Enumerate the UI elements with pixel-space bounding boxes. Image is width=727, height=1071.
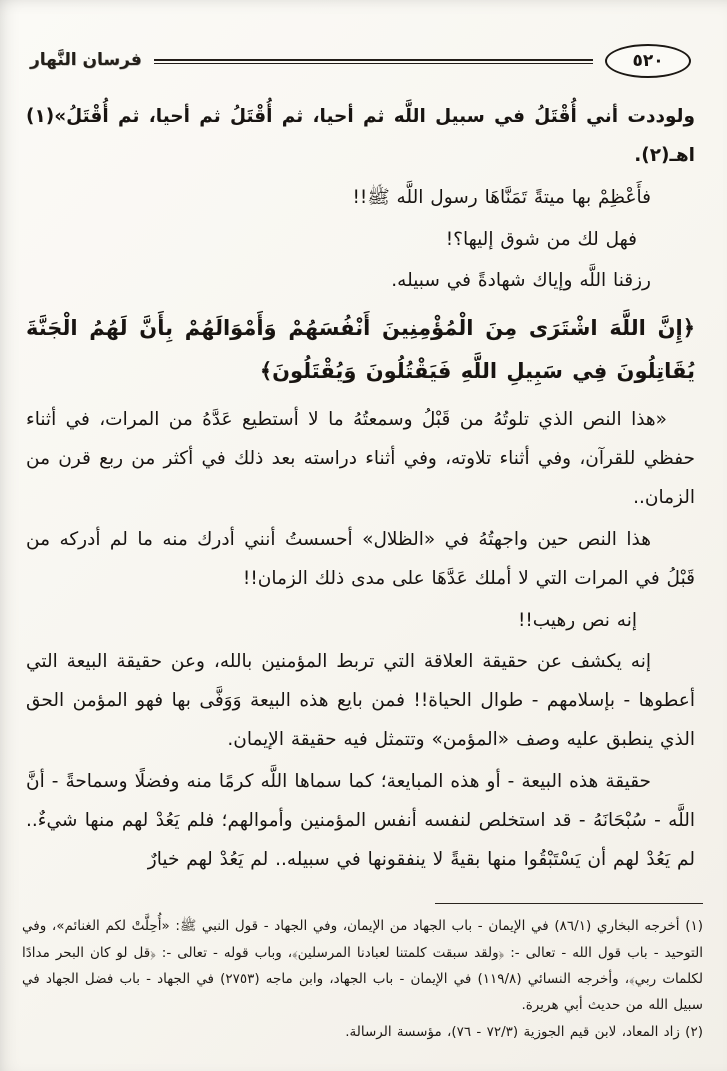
quran-verse: ﴿إِنَّ اللَّهَ اشْتَرَى مِنَ الْمُؤْمِنِينَ أَنْفُسَهُمْ وَأَمْوَالَهُمْ بِأَنَّ لَهُمُ الْجَنَّةَ يُقَاتِلُونَ فِي سَبِيلِ اللَّهِ فَيَقْتُلُونَ وَيُقْتَلُونَ﴾ — [26, 316, 695, 384]
comment-line-3: رزقنا اللَّه وإياك شهادةً في سبيله. — [391, 270, 651, 292]
commentary-paragraph-4: حقيقة هذه البيعة - أو هذه المبايعة؛ كما سماها اللَّه كرمًا منه وفضلًا وسماحةً - أنَّ اللَّه - سُبْحَانَهُ - قد استخلص لنفسه أنفس المؤمنين وأموالهم؛ فلم يَعُدْ لهم منها شيءٌ.. لم يَعُدْ لهم أن يَسْتَبْقُوا منها بقيةً لا ينفقونها في سبيله.. لم يَعُدْ لهم خيارٌ — [26, 770, 695, 870]
page-body — [20, 98, 703, 879]
page-header — [20, 44, 703, 78]
commentary-paragraph-2: هذا النص حين واجهتُهُ في «الظلال» أحسستُ أنني أدرك منه ما لم أدركه من قَبْلُ في المرات التي لا أملك عَدَّهَا على مدى ذلك الزمان!! — [26, 528, 695, 589]
commentary-paragraph-3: إنه يكشف عن حقيقة العلاقة التي تربط المؤمنين بالله، وعن حقيقة البيعة التي أعطوها - بإسلامهم - طوال الحياة!! فمن بايع هذه البيعة وَوَفَّى بها فهو المؤمن الحق الذي ينطبق عليه وصف «المؤمن» وتتمثل فيه حقيقة الإيمان. — [26, 651, 695, 751]
page-number: ٥٢٠ — [632, 51, 664, 71]
footnote-divider-rule — [435, 903, 703, 904]
book-title: فرسان النَّهار — [30, 50, 142, 70]
comment-line-1: فأَعْظِمْ بها ميتةً تَمَنَّاهَا رسول اللَّه ﷺ!! — [352, 186, 651, 208]
hadith-quote-end: ولوددت أني أُقْتَلُ في سبيل اللَّه ثم أحيا، ثم أُقْتَلُ ثم أحيا، ثم أُقْتَلُ»(١) اهـ(٢). — [26, 106, 695, 166]
footnote-1: (١) أخرجه البخاري (٨٦/١) في الإيمان - باب الجهاد من الإيمان، وفي الجهاد - قول النبي ﷺ: «أُحِلَّتْ لكم الغنائم»، وفي التوحيد - باب قول الله - تعالى -: ﴿ولقد سبقت كلمتنا لعبادنا المرسلين﴾، وباب قوله - تعالى -: ﴿قل لو كان البحر مدادًا لكلمات ربي﴾، وأخرجه النسائي (١١٩/٨) في الإيمان - باب الجهاد، وابن ماجه (٢٧٥٣) في الجهاد - باب فضل الجهاد في سبيل الله من حديث أبي هريرة. — [22, 918, 704, 1014]
comment-line-2: فهل لك من شوق إليها؟! — [445, 228, 637, 250]
header-divider-rule — [154, 59, 593, 64]
footnote-2: (٢) زاد المعاد، لابن قيم الجوزية (٧٢/٣ - ٧٦)، مؤسسة الرسالة. — [345, 1023, 703, 1040]
commentary-exclamation: إنه نص رهيب!! — [517, 609, 637, 631]
page-number-cartouche — [605, 44, 691, 78]
commentary-paragraph-1: «هذا النص الذي تلوتُهُ من قَبْلُ وسمعتُهُ ما لا أستطيع عَدَّهُ من المرات، في أثناء حفظي للقرآن، وفي أثناء تلاوته، وفي أثناء دراسته بعد ذلك في أكثر من ربع قرن من الزمان.. — [26, 409, 695, 508]
footnotes-section — [22, 903, 703, 1045]
